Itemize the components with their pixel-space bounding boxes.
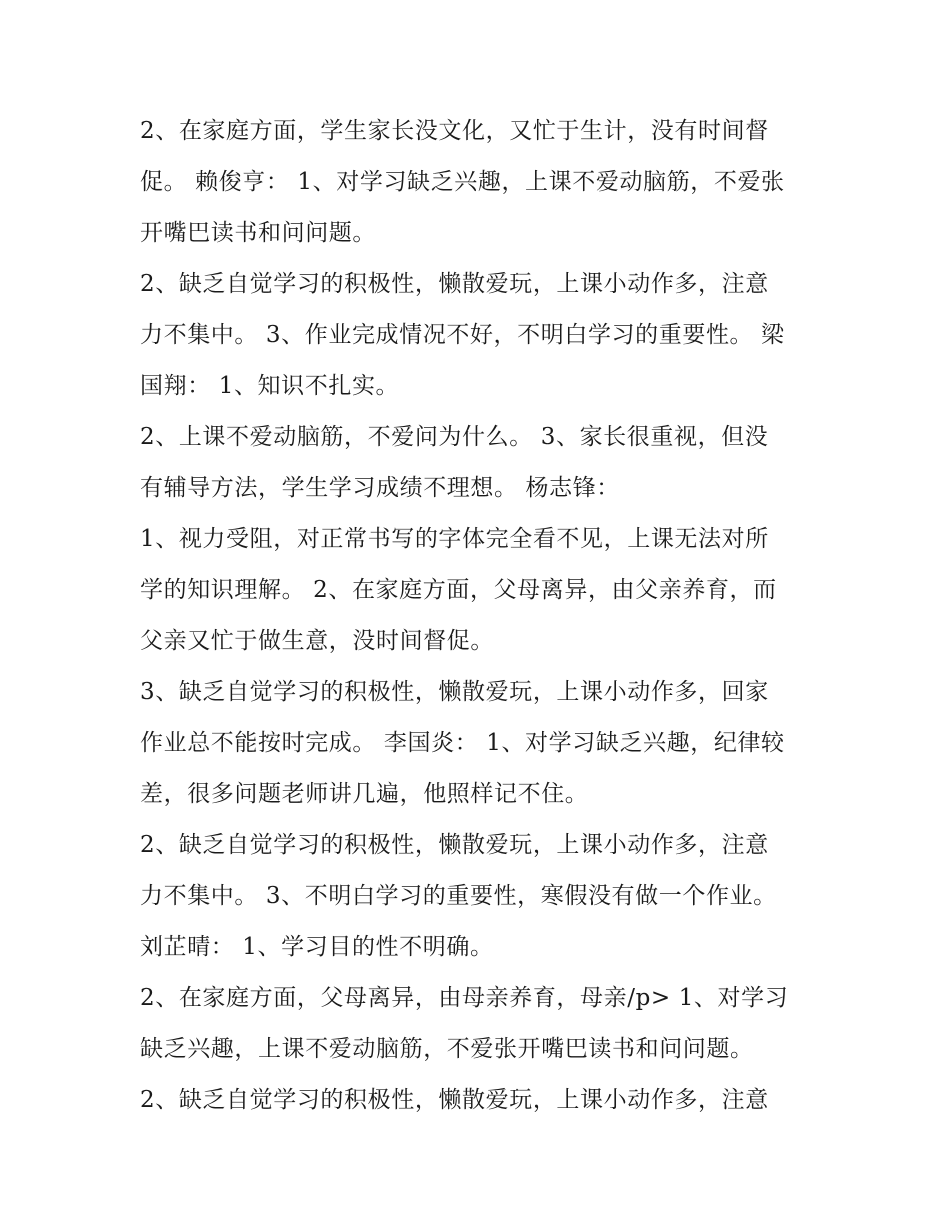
text-line: 力不集中。 3、不明白学习的重要性，寒假没有做一个作业。 (140, 883, 777, 909)
text-line: 缺乏兴趣，上课不爱动脑筋，不爱张开嘴巴读书和问问题。 (140, 1036, 754, 1062)
text-line: 作业总不能按时完成。 李国炎： 1、对学习缺乏兴趣，纪律较 (140, 730, 785, 756)
text-line: 促。 赖俊亨： 1、对学习缺乏兴趣，上课不爱动脑筋，不爱张 (140, 169, 785, 195)
text-line: 开嘴巴读书和问问题。 (140, 220, 376, 246)
text-line: 刘芷晴： 1、学习目的性不明确。 (140, 934, 494, 960)
text-line: 2、在家庭方面，父母离异，由母亲养育，母亲/p> 1、对学习 (140, 985, 789, 1011)
text-line: 力不集中。 3、作业完成情况不好，不明白学习的重要性。 梁 (140, 322, 785, 348)
text-line: 学的知识理解。 2、在家庭方面，父母离异，由父亲养育，而 (140, 577, 777, 603)
text-line: 差，很多问题老师讲几遍，他照样记不住。 (140, 781, 589, 807)
text-line: 2、缺乏自觉学习的积极性，懒散爱玩，上课小动作多，注意 (140, 271, 769, 297)
text-line: 有辅导方法，学生学习成绩不理想。 杨志锋： (140, 475, 620, 501)
text-line: 父亲又忙于做生意，没时间督促。 (140, 628, 494, 654)
text-line: 2、在家庭方面，学生家长没文化，又忙于生计，没有时间督 (140, 118, 769, 144)
text-line: 国翔： 1、知识不扎实。 (140, 373, 400, 399)
text-line: 3、缺乏自觉学习的积极性，懒散爱玩，上课小动作多，回家 (140, 679, 769, 705)
body-text (140, 106, 820, 1126)
text-line: 2、缺乏自觉学习的积极性，懒散爱玩，上课小动作多，注意 (140, 832, 769, 858)
text-line: 1、视力受阻，对正常书写的字体完全看不见，上课无法对所 (140, 526, 769, 552)
text-line: 2、上课不爱动脑筋，不爱问为什么。 3、家长很重视，但没 (140, 424, 769, 450)
text-line: 2、缺乏自觉学习的积极性，懒散爱玩，上课小动作多，注意 (140, 1087, 769, 1113)
